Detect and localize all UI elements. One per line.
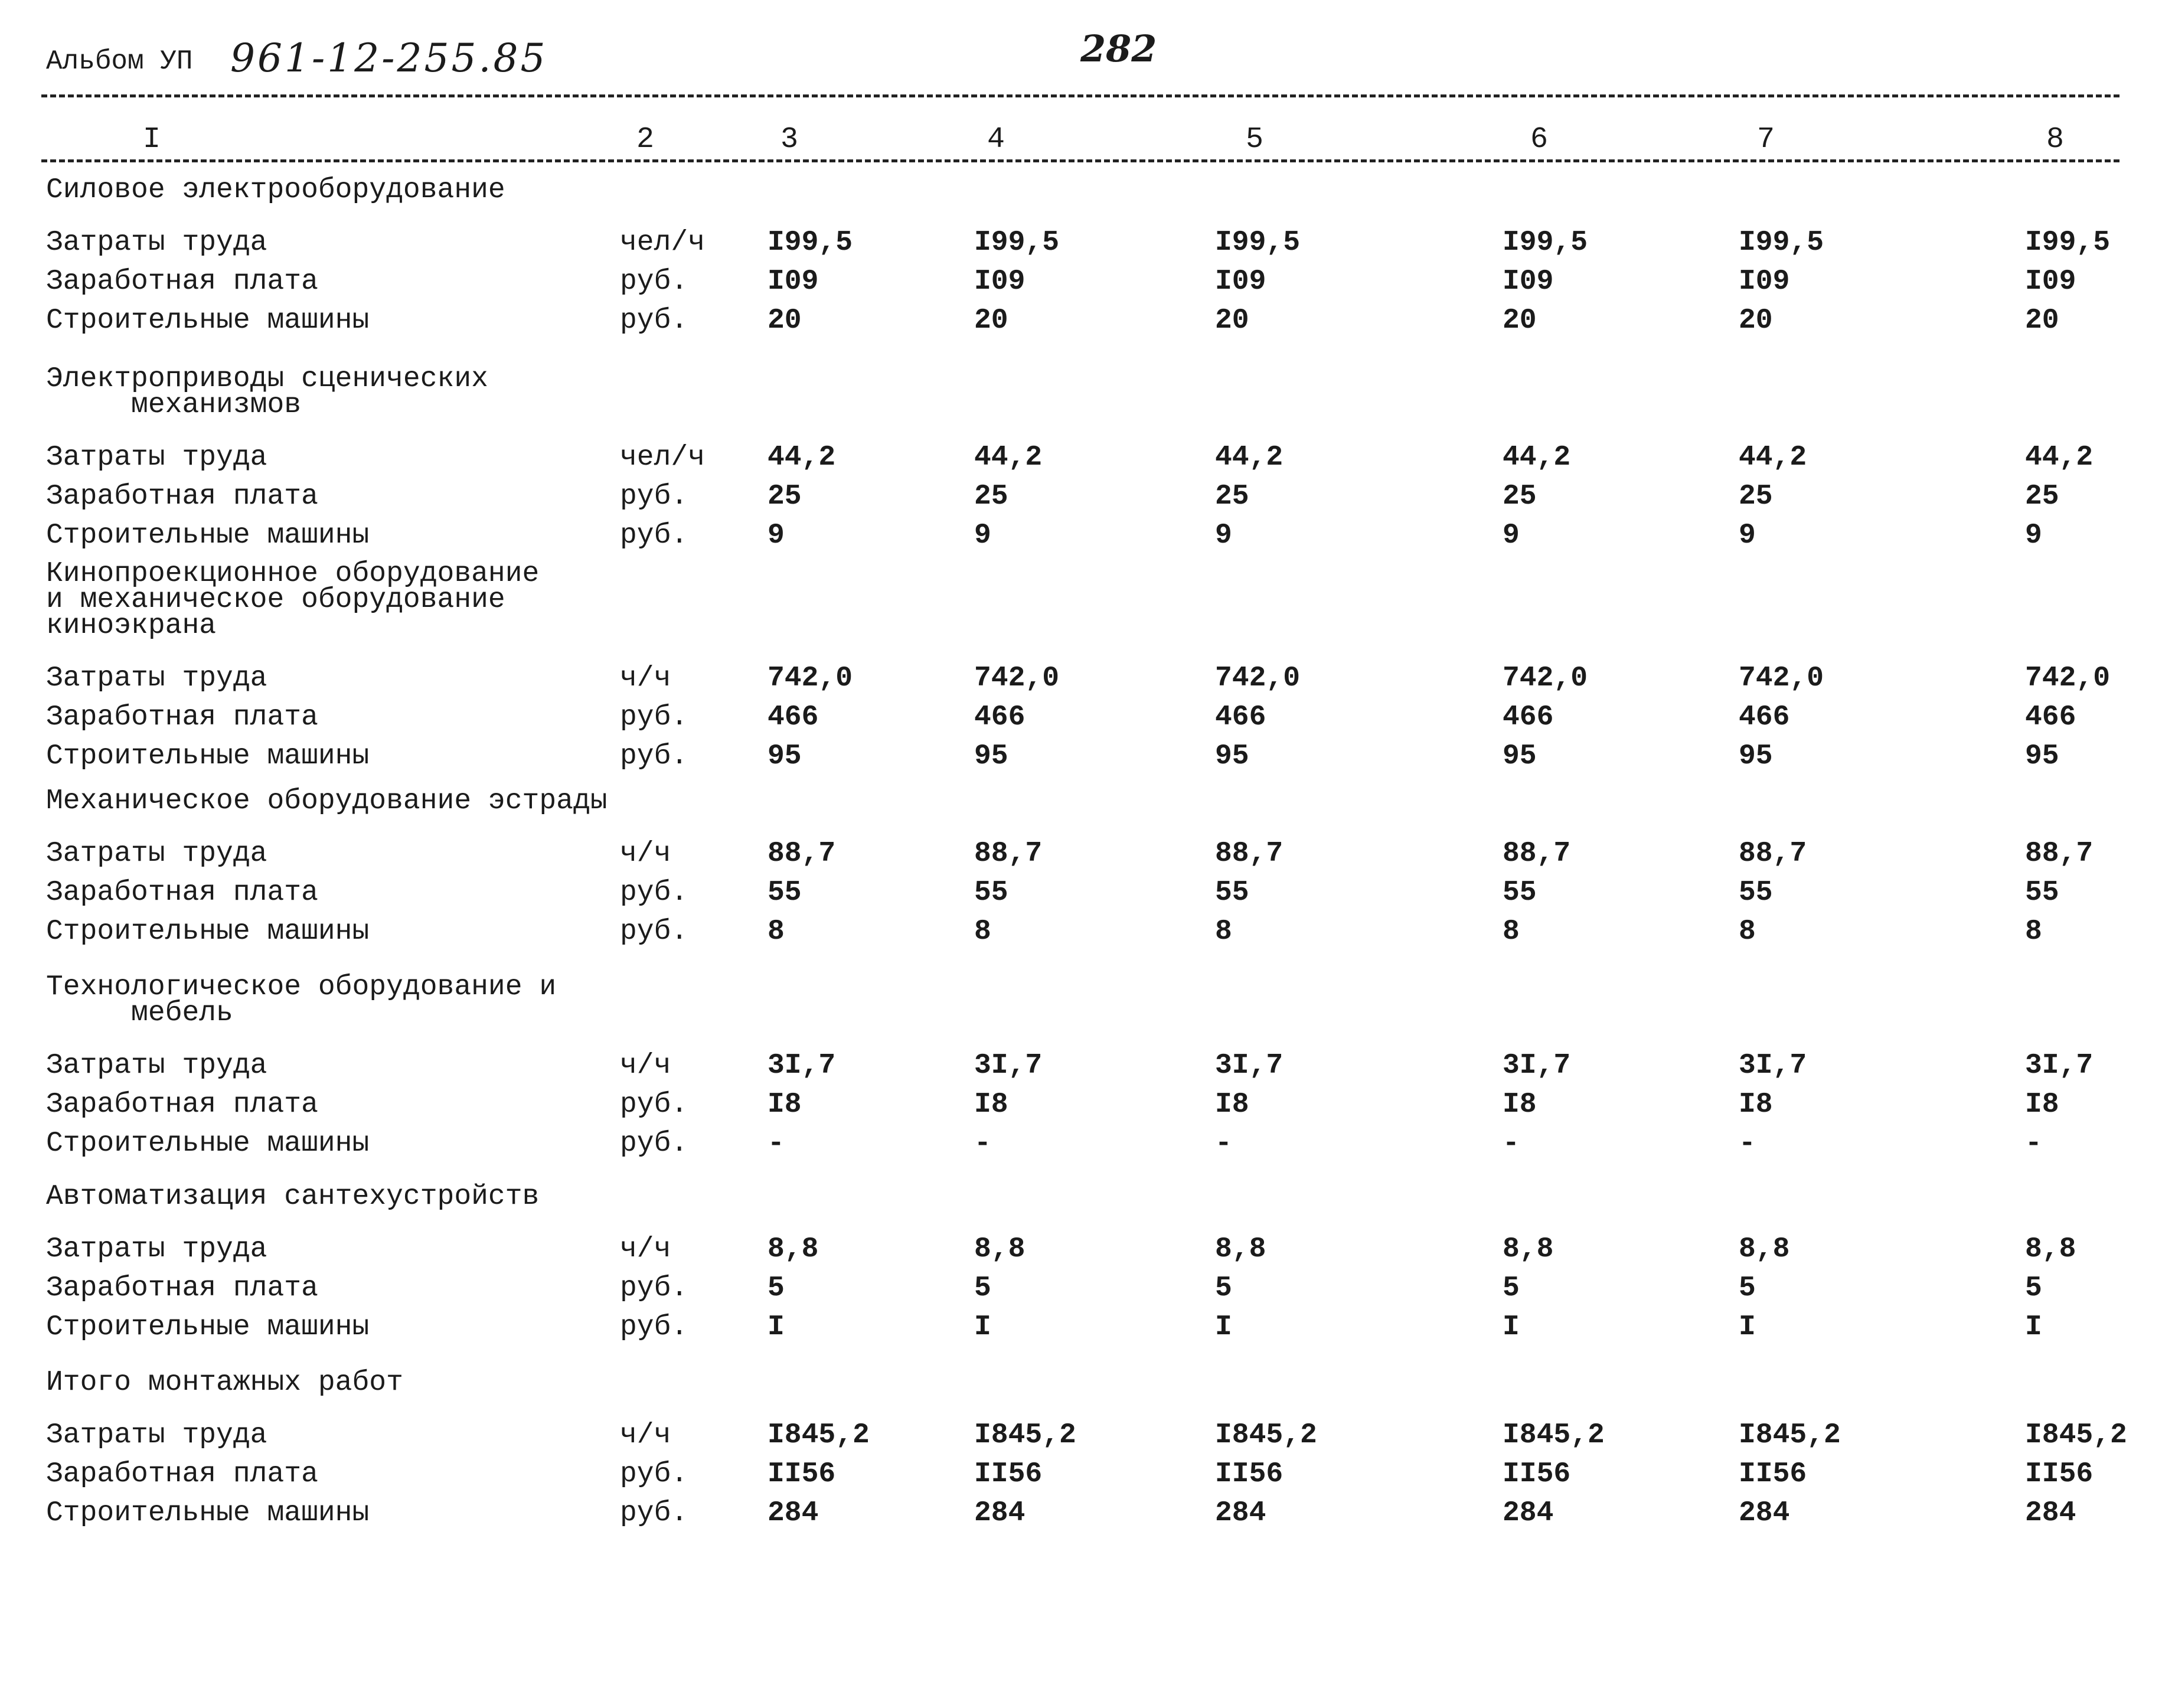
value-cell: 466 (974, 701, 1026, 733)
row-label: Затраты труда (46, 1050, 267, 1082)
value-cell: 5 (974, 1272, 991, 1304)
value-cell: 95 (2025, 740, 2059, 772)
value-cell: 5 (2025, 1272, 2042, 1304)
value-cell: 742,0 (768, 662, 853, 694)
value-cell: 20 (974, 305, 1008, 337)
value-cell: 284 (1215, 1497, 1266, 1529)
value-cell: I8 (1215, 1089, 1249, 1121)
value-cell: 95 (1739, 740, 1773, 772)
table-row (0, 877, 2162, 916)
value-cell: I (768, 1311, 785, 1343)
column-number-row (0, 123, 2162, 164)
value-cell: I8 (1503, 1089, 1537, 1121)
row-label: Строительные машины (46, 1128, 370, 1160)
row-unit: руб. (620, 701, 688, 733)
value-cell: II56 (768, 1458, 836, 1490)
document-code: 961-12-255.85 (230, 35, 548, 81)
row-unit: ч/ч (620, 1233, 671, 1265)
value-cell: I (1739, 1311, 1756, 1343)
column-number: 3 (780, 123, 799, 156)
value-cell: I99,5 (1739, 227, 1824, 259)
table-row (0, 1128, 2162, 1167)
value-cell: 3I,7 (1503, 1050, 1571, 1082)
value-cell: 25 (1215, 481, 1249, 512)
row-label: Заработная плата (46, 701, 318, 733)
table-row (0, 916, 2162, 955)
table-row (0, 227, 2162, 266)
section-title: Технологическое оборудование и мебель (46, 971, 557, 1029)
value-cell: 284 (974, 1497, 1026, 1529)
value-cell: 466 (768, 701, 819, 733)
value-cell: 284 (1739, 1497, 1790, 1529)
table-row (0, 305, 2162, 344)
value-cell: 55 (1215, 877, 1249, 909)
row-label: Строительные машины (46, 520, 370, 551)
value-cell: 20 (1739, 305, 1773, 337)
value-cell: - (2025, 1128, 2042, 1160)
row-unit: ч/ч (620, 1419, 671, 1451)
value-cell: 20 (1215, 305, 1249, 337)
row-label: Затраты труда (46, 1233, 267, 1265)
value-cell: 55 (974, 877, 1008, 909)
value-cell: 55 (1503, 877, 1537, 909)
row-label: Затраты труда (46, 442, 267, 473)
row-label: Затраты труда (46, 838, 267, 870)
section-title: Механическое оборудование эстрады (46, 785, 608, 817)
row-unit: руб. (620, 1272, 688, 1304)
column-number: I (143, 123, 161, 156)
row-unit: руб. (620, 877, 688, 909)
table-row (0, 1272, 2162, 1311)
row-label: Строительные машины (46, 1497, 370, 1529)
value-cell: I (974, 1311, 991, 1343)
value-cell: 8 (768, 916, 785, 948)
value-cell: I845,2 (1739, 1419, 1841, 1451)
row-label: Затраты труда (46, 662, 267, 694)
row-label: Заработная плата (46, 877, 318, 909)
value-cell: - (1215, 1128, 1232, 1160)
value-cell: 25 (2025, 481, 2059, 512)
table-row (0, 1050, 2162, 1089)
value-cell: 55 (1739, 877, 1773, 909)
value-cell: 20 (768, 305, 802, 337)
value-cell: 9 (1739, 520, 1756, 551)
value-cell: I09 (2025, 266, 2076, 298)
row-unit: руб. (620, 1311, 688, 1343)
value-cell: 88,7 (1503, 838, 1571, 870)
table-row (0, 1233, 2162, 1272)
value-cell: 284 (2025, 1497, 2076, 1529)
value-cell: II56 (1739, 1458, 1807, 1490)
value-cell: 466 (1739, 701, 1790, 733)
row-unit: руб. (620, 266, 688, 298)
row-unit: чел/ч (620, 227, 706, 259)
value-cell: 8 (974, 916, 991, 948)
column-number: 8 (2046, 123, 2065, 156)
value-cell: 25 (974, 481, 1008, 512)
value-cell: 88,7 (974, 838, 1043, 870)
value-cell: 9 (1215, 520, 1232, 551)
value-cell: I845,2 (1215, 1419, 1317, 1451)
value-cell: I99,5 (768, 227, 853, 259)
row-label: Строительные машины (46, 1311, 370, 1343)
value-cell: 3I,7 (1739, 1050, 1807, 1082)
value-cell: 88,7 (1215, 838, 1284, 870)
value-cell: 3I,7 (768, 1050, 836, 1082)
row-label: Заработная плата (46, 1272, 318, 1304)
value-cell: II56 (2025, 1458, 2094, 1490)
section-title: Итого монтажных работ (46, 1367, 403, 1399)
row-label: Строительные машины (46, 916, 370, 948)
header-divider (41, 159, 2119, 162)
table-row (0, 266, 2162, 305)
value-cell: 466 (1503, 701, 1554, 733)
value-cell: 44,2 (1739, 442, 1807, 473)
value-cell: 44,2 (1503, 442, 1571, 473)
section-title: Электроприводы сценических механизмов (46, 363, 488, 421)
column-number: 7 (1757, 123, 1775, 156)
value-cell: 5 (1215, 1272, 1232, 1304)
value-cell: 8 (1215, 916, 1232, 948)
row-unit: ч/ч (620, 1050, 671, 1082)
row-unit: руб. (620, 305, 688, 337)
row-label: Затраты труда (46, 1419, 267, 1451)
row-label: Заработная плата (46, 266, 318, 298)
row-label: Строительные машины (46, 740, 370, 772)
table-row (0, 701, 2162, 740)
value-cell: 466 (2025, 701, 2076, 733)
row-label: Строительные машины (46, 305, 370, 337)
value-cell: I (2025, 1311, 2042, 1343)
value-cell: - (1503, 1128, 1520, 1160)
value-cell: 8,8 (1739, 1233, 1790, 1265)
row-label: Заработная плата (46, 1089, 318, 1121)
value-cell: 8 (2025, 916, 2042, 948)
value-cell: 8,8 (1503, 1233, 1554, 1265)
value-cell: 55 (2025, 877, 2059, 909)
value-cell: I (1215, 1311, 1232, 1343)
value-cell: 742,0 (974, 662, 1060, 694)
table-row (0, 1458, 2162, 1497)
value-cell: 9 (768, 520, 785, 551)
column-number: 5 (1246, 123, 1264, 156)
value-cell: 20 (1503, 305, 1537, 337)
value-cell: 3I,7 (1215, 1050, 1284, 1082)
section-title: Кинопроекционное оборудование и механическое оборудование киноэкрана (46, 558, 540, 642)
value-cell: 5 (1739, 1272, 1756, 1304)
value-cell: 25 (1503, 481, 1537, 512)
row-unit: руб. (620, 1089, 688, 1121)
value-cell: 742,0 (2025, 662, 2111, 694)
table-row (0, 838, 2162, 877)
column-number: 6 (1530, 123, 1549, 156)
album-label: Альбом УП (46, 46, 193, 77)
value-cell: I09 (974, 266, 1026, 298)
row-label: Заработная плата (46, 481, 318, 512)
row-unit: руб. (620, 1128, 688, 1160)
column-number: 4 (987, 123, 1005, 156)
table-row (0, 481, 2162, 520)
column-number: 2 (636, 123, 655, 156)
value-cell: 95 (974, 740, 1008, 772)
value-cell: 95 (1215, 740, 1249, 772)
row-unit: ч/ч (620, 838, 671, 870)
row-unit: руб. (620, 1497, 688, 1529)
value-cell: 55 (768, 877, 802, 909)
row-unit: руб. (620, 481, 688, 512)
value-cell: 88,7 (1739, 838, 1807, 870)
value-cell: I09 (1503, 266, 1554, 298)
value-cell: 742,0 (1215, 662, 1301, 694)
value-cell: 3I,7 (974, 1050, 1043, 1082)
row-unit: руб. (620, 1458, 688, 1490)
value-cell: 8 (1739, 916, 1756, 948)
value-cell: I8 (2025, 1089, 2059, 1121)
value-cell: 88,7 (2025, 838, 2094, 870)
value-cell: I99,5 (1503, 227, 1588, 259)
table-row (0, 1497, 2162, 1536)
value-cell: I (1503, 1311, 1520, 1343)
value-cell: I8 (1739, 1089, 1773, 1121)
top-divider (41, 94, 2119, 97)
row-label: Заработная плата (46, 1458, 318, 1490)
value-cell: I8 (768, 1089, 802, 1121)
value-cell: I845,2 (974, 1419, 1076, 1451)
table-row (0, 662, 2162, 701)
value-cell: I845,2 (2025, 1419, 2127, 1451)
value-cell: 44,2 (768, 442, 836, 473)
value-cell: 3I,7 (2025, 1050, 2094, 1082)
value-cell: 9 (974, 520, 991, 551)
value-cell: 20 (2025, 305, 2059, 337)
value-cell: - (1739, 1128, 1756, 1160)
value-cell: 284 (1503, 1497, 1554, 1529)
value-cell: I09 (1215, 266, 1266, 298)
value-cell: I99,5 (974, 227, 1060, 259)
value-cell: I845,2 (768, 1419, 870, 1451)
row-unit: чел/ч (620, 442, 706, 473)
value-cell: - (768, 1128, 785, 1160)
value-cell: II56 (1215, 1458, 1284, 1490)
value-cell: 25 (1739, 481, 1773, 512)
section-title: Автоматизация сантехустройств (46, 1181, 540, 1213)
row-label: Затраты труда (46, 227, 267, 259)
value-cell: 742,0 (1503, 662, 1588, 694)
value-cell: I8 (974, 1089, 1008, 1121)
value-cell: II56 (974, 1458, 1043, 1490)
value-cell: 44,2 (2025, 442, 2094, 473)
table-row (0, 740, 2162, 779)
value-cell: 8,8 (1215, 1233, 1266, 1265)
section-title: Силовое электрооборудование (46, 174, 505, 206)
value-cell: 8,8 (768, 1233, 819, 1265)
value-cell: 44,2 (974, 442, 1043, 473)
row-unit: руб. (620, 916, 688, 948)
value-cell: - (974, 1128, 991, 1160)
row-unit: ч/ч (620, 662, 671, 694)
value-cell: I99,5 (2025, 227, 2111, 259)
value-cell: 95 (1503, 740, 1537, 772)
page-number: 282 (1080, 27, 1157, 70)
value-cell: 466 (1215, 701, 1266, 733)
table-row (0, 442, 2162, 481)
value-cell: 5 (1503, 1272, 1520, 1304)
value-cell: 9 (2025, 520, 2042, 551)
value-cell: I09 (1739, 266, 1790, 298)
value-cell: 5 (768, 1272, 785, 1304)
value-cell: I845,2 (1503, 1419, 1605, 1451)
value-cell: 8,8 (2025, 1233, 2076, 1265)
value-cell: 8 (1503, 916, 1520, 948)
value-cell: I99,5 (1215, 227, 1301, 259)
table-row (0, 1089, 2162, 1128)
value-cell: 95 (768, 740, 802, 772)
value-cell: 88,7 (768, 838, 836, 870)
value-cell: 8,8 (974, 1233, 1026, 1265)
row-unit: руб. (620, 740, 688, 772)
value-cell: 25 (768, 481, 802, 512)
value-cell: 44,2 (1215, 442, 1284, 473)
row-unit: руб. (620, 520, 688, 551)
table-row (0, 1419, 2162, 1458)
table-row (0, 1311, 2162, 1350)
value-cell: 742,0 (1739, 662, 1824, 694)
value-cell: II56 (1503, 1458, 1571, 1490)
value-cell: 9 (1503, 520, 1520, 551)
table-row (0, 520, 2162, 559)
value-cell: 284 (768, 1497, 819, 1529)
value-cell: I09 (768, 266, 819, 298)
